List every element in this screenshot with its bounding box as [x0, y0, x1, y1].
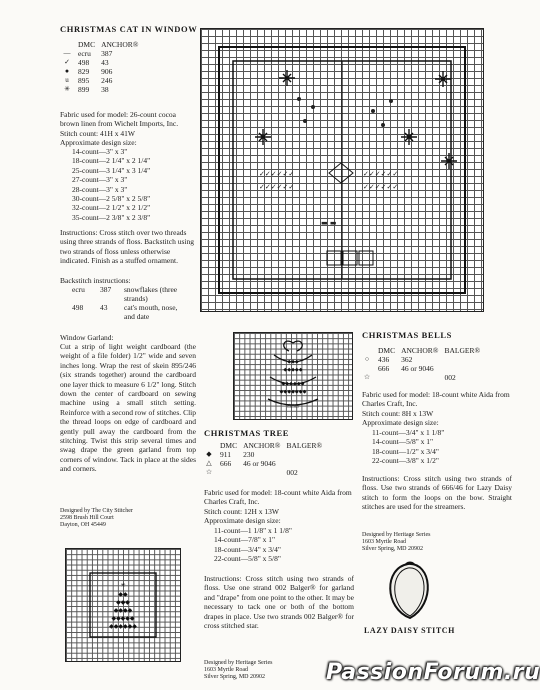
size-item: 18-count—1/2" x 3/4": [372, 446, 439, 456]
key-balger: [286, 459, 328, 468]
bells-approx-size: Approximate design size:: [362, 418, 439, 427]
key-anchor: 362: [401, 355, 413, 364]
svg-text:✓✓✓✓✓✓: ✓✓✓✓✓✓: [363, 170, 399, 178]
key-anchor: 46 or 9046: [243, 459, 276, 468]
size-item: 14-count—7/8" x 1": [214, 535, 276, 545]
tree-approx-size: Approximate design size:: [204, 516, 281, 525]
backstitch-dmc: 498: [72, 303, 84, 312]
size-item: 14-count—5/8" x 1": [372, 437, 434, 447]
size-item: 35-count—2 3/8" x 2 3/8": [72, 212, 151, 222]
tree-mini-motif: [66, 549, 180, 661]
key-anchor: 906: [101, 67, 113, 76]
cat-fabric: Fabric used for model: 26-count cocoa brown linen from Wichelt Imports, Inc.: [60, 110, 179, 129]
key-dmc: 436: [378, 355, 390, 364]
bells-fabric: Fabric used for model: 18-count white Aida from Charles Craft, Inc.: [362, 390, 510, 409]
svg-text:◆◆◆◆◆: ◆◆◆◆◆: [283, 367, 303, 373]
tree-stitch-count: Stitch count: 12H x 13W: [204, 507, 279, 516]
key-symbol: △: [206, 459, 212, 467]
size-item: 27-count—3" x 3": [72, 175, 128, 185]
designer-line: Silver Spring, MD 20902: [204, 674, 266, 680]
size-item: 18-count—3/4" x 3/4": [214, 544, 281, 554]
backstitch-dmc: ecru: [72, 285, 85, 294]
svg-text:◆◆◆: ◆◆◆: [116, 599, 130, 606]
key-header-balger: BALGER®: [444, 346, 481, 355]
key-anchor: 230: [243, 450, 255, 459]
designer-line: Designed by Heritage Series: [204, 660, 273, 666]
key-symbol: ◆: [206, 450, 212, 458]
cat-window-chart: [200, 28, 484, 312]
key-header-anchor: ANCHOR®: [101, 40, 139, 49]
size-item: 25-count—3 1/4" x 3 1/4": [72, 165, 151, 175]
size-item: 22-count—5/8" x 5/8": [214, 554, 281, 564]
key-anchor: 38: [101, 85, 109, 94]
cat-approx-size: Approximate design size:: [60, 138, 137, 147]
key-symbol: ☆: [205, 468, 213, 476]
key-header-symbol: [62, 40, 78, 49]
cat-size-list: [72, 147, 150, 222]
svg-text:✓✓✓✓✓✓: ✓✓✓✓✓✓: [259, 170, 295, 178]
key-symbol: ☆: [363, 373, 371, 381]
svg-text:◆◆◆◆◆◆: ◆◆◆◆◆◆: [109, 623, 137, 630]
key-symbol: [362, 364, 378, 373]
key-balger: 002: [286, 468, 298, 477]
key-header-symbol: [204, 441, 220, 450]
tree-designer: [204, 660, 272, 681]
svg-text:◆◆◆: ◆◆◆: [287, 359, 299, 365]
key-symbol: u: [65, 76, 69, 84]
bells-designer: [362, 532, 430, 553]
key-symbol: —: [63, 49, 71, 57]
tree-chart: [233, 332, 353, 420]
backstitch-use: snowflakes (three strands): [124, 285, 178, 303]
bells-size-list: [372, 428, 444, 466]
key-header-symbol: [362, 346, 378, 355]
designer-line: 1603 Myrtle Road: [204, 667, 248, 673]
cat-backstitch-table: [72, 285, 196, 321]
svg-text:△△△: △△△: [287, 403, 299, 409]
tree-fabric: Fabric used for model: 18-count white Aida from Charles Craft, Inc.: [204, 488, 352, 507]
backstitch-anchor: 43: [100, 303, 108, 312]
cat-chart-motifs: [201, 29, 483, 311]
tree-color-key: [204, 441, 328, 477]
size-item: 28-count—3" x 3": [72, 184, 128, 194]
bells-color-key: [362, 346, 486, 382]
garland-title: Window Garland:: [60, 333, 114, 342]
svg-text:◆◆: ◆◆: [118, 591, 128, 598]
key-anchor: 387: [101, 49, 113, 58]
svg-text:✓✓✓✓✓✓: ✓✓✓✓✓✓: [259, 183, 295, 191]
cat-instructions: Instructions: Cross stitch over two threads using three strands of floss. Backstitch using two strands of floss unless otherwise indicated. Finish as a stuffed ornament.: [60, 228, 194, 266]
key-dmc: 829: [78, 67, 90, 76]
key-header-dmc: DMC: [220, 441, 238, 450]
tree-mini-chart: [65, 548, 181, 662]
designer-line: 2598 Brush Hill Court: [60, 515, 114, 521]
key-header-anchor: ANCHOR®: [243, 441, 281, 450]
designer-line: 1603 Myrtle Road: [362, 539, 406, 545]
key-balger: [444, 355, 486, 364]
key-dmc: 911: [220, 450, 231, 459]
site-watermark: PassionForum.ru: [326, 660, 540, 685]
designer-line: Silver Spring, MD 20902: [362, 546, 424, 552]
svg-text:✳: ✳: [120, 582, 126, 589]
size-item: 30-count—2 5/8" x 2 5/8": [72, 194, 151, 204]
key-header-anchor: ANCHOR®: [401, 346, 439, 355]
key-dmc: ecru: [78, 49, 91, 58]
svg-text:◆◆◆◆◆◆: ◆◆◆◆◆◆: [281, 381, 305, 387]
key-anchor: 43: [101, 58, 109, 67]
backstitch-anchor: 387: [100, 285, 112, 294]
key-balger: [286, 450, 328, 459]
key-symbol: ○: [364, 355, 370, 363]
key-dmc: 666: [378, 364, 390, 373]
size-item: 18-count—2 1/4" x 2 1/4": [72, 156, 151, 166]
key-dmc: 895: [78, 76, 90, 85]
size-item: 32-count—2 1/2" x 2 1/2": [72, 203, 151, 213]
key-balger: [444, 364, 486, 373]
cat-backstitch-title: Backstitch instructions:: [60, 276, 131, 285]
bells-stitch-count: Stitch count: 8H x 13W: [362, 409, 434, 418]
svg-text:◆◆◆◆: ◆◆◆◆: [113, 607, 133, 614]
bells-instructions: Instructions: Cross stitch using two strands of floss. Use two strands of 666/46 for Lazy Daisy stitch to form the loops on the bow. Straight stitches are used for the streamers.: [362, 474, 512, 512]
svg-text:◆◆◆◆◆◆◆: ◆◆◆◆◆◆◆: [279, 389, 307, 395]
key-dmc: 498: [78, 58, 90, 67]
key-anchor: [401, 373, 444, 382]
svg-text:✓✓✓✓✓✓: ✓✓✓✓✓✓: [363, 183, 399, 191]
key-anchor: 46 or 9046: [401, 364, 434, 373]
key-dmc: [220, 468, 243, 477]
garland-instructions: Cut a strip of light weight cardboard (the weight of a file folder) 1/2" wide and seven inches long. Wrap the rest of skein 895/246 (six strands together) around the cardboard one layer thick to measure 6 1/2" long. Stitch down the center of cardboard on sewing machine using a small stitch setting. Reinforce with a second row of stitches. Clip the thread loops on edge of cardboard and gently pull away the cardboard from the stitching. Twist this strip several times and swag drape the green garland from top corners of window. Tack in place at the sides and corners.: [60, 342, 196, 474]
key-header-dmc: DMC: [378, 346, 396, 355]
key-anchor: [243, 468, 286, 477]
tree-chart-motif: [234, 333, 352, 419]
lazy-daisy-stitch-diagram: [380, 560, 440, 622]
key-dmc: 899: [78, 85, 90, 94]
tree-title: CHRISTMAS TREE: [204, 428, 289, 438]
svg-text:▬ ▬: ▬ ▬: [321, 219, 337, 227]
key-dmc: [378, 373, 401, 382]
svg-text:◆◆◆◆◆: ◆◆◆◆◆: [111, 615, 135, 622]
key-anchor: 246: [101, 76, 113, 85]
cat-color-key: [62, 40, 144, 94]
cat-title: CHRISTMAS CAT IN WINDOW: [60, 24, 198, 34]
size-item: 11-count—3/4" x 1 1/8": [372, 428, 445, 437]
key-header-dmc: DMC: [78, 40, 96, 49]
key-dmc: 666: [220, 459, 232, 468]
cat-stitch-count: Stitch count: 41H x 41W: [60, 129, 135, 138]
key-symbol: ✓: [64, 58, 70, 66]
cat-designer: [60, 508, 133, 529]
tree-size-list: [214, 526, 292, 564]
designer-line: Designed by Heritage Series: [362, 532, 431, 538]
lazy-daisy-label: LAZY DAISY STITCH: [364, 626, 455, 635]
designer-line: Designed by The City Stitcher: [60, 508, 133, 514]
key-symbol: ●: [64, 67, 70, 75]
bells-title: CHRISTMAS BELLS: [362, 330, 453, 340]
size-item: 14-count—3" x 3": [72, 147, 128, 156]
size-item: 11-count—1 1/8" x 1 1/8": [214, 526, 292, 535]
backstitch-use: cat's mouth, nose, and date: [124, 303, 178, 321]
key-header-balger: BALGER®: [286, 441, 323, 450]
tree-instructions: Instructions: Cross stitch using two strands of floss. Use one strand 002 Balger® for garland and "drape" from one point to the other. It may be necessary to tack one or both of the bottom drapes in place. Use two strands 002 Balger® for cross stitched star.: [204, 574, 354, 631]
designer-line: Dayton, OH 45449: [60, 522, 106, 528]
size-item: 22-count—3/8" x 1/2": [372, 456, 439, 466]
key-symbol: ✳: [64, 85, 70, 93]
key-balger: 002: [444, 373, 456, 382]
